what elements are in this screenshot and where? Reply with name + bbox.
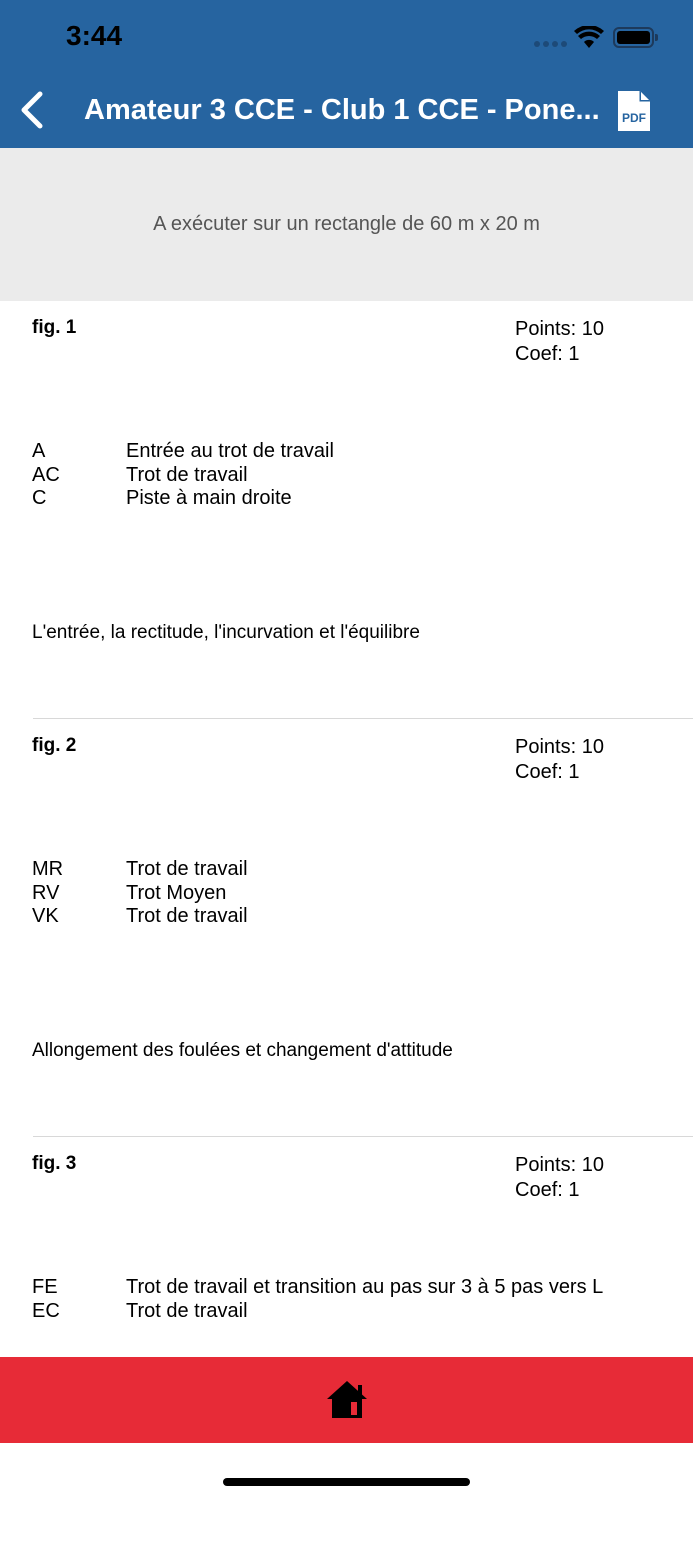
figure-criteria: Allongement des foulées et changement d'attitude: [32, 1040, 453, 1061]
movement-letters: A: [32, 440, 46, 462]
bottom-bar: [0, 1357, 693, 1443]
movement-row: [32, 905, 248, 929]
movement-text: Trot de travail: [126, 905, 248, 927]
movement-text: Trot de travail: [126, 1299, 248, 1322]
movement-list: [32, 1276, 603, 1323]
movement-text: Piste à main droite: [126, 487, 292, 509]
figure-block: [0, 719, 693, 1137]
movement-text: Entrée au trot de travail: [126, 440, 334, 462]
figure-coef: Coef: 1: [515, 343, 580, 365]
home-indicator-area: [0, 1443, 693, 1500]
movement-text: Trot Moyen: [126, 881, 227, 904]
page-title: Amateur 3 CCE - Club 1 CCE - Pone...: [84, 94, 600, 126]
movement-row: [32, 1300, 603, 1324]
pdf-label: PDF: [622, 111, 646, 125]
movement-row: [32, 858, 248, 882]
movement-letters: C: [32, 487, 47, 509]
movement-row: [32, 464, 334, 488]
pdf-export-icon[interactable]: [616, 89, 652, 133]
movement-row: [32, 440, 334, 464]
figure-coef: Coef: 1: [515, 761, 580, 783]
figure-scoring: [515, 1153, 604, 1203]
figure-points: Points: 10: [515, 736, 604, 758]
movement-list: [32, 440, 334, 511]
arena-info-banner: [0, 148, 693, 301]
wifi-icon: [574, 26, 604, 48]
home-indicator[interactable]: [223, 1478, 470, 1486]
figure-scoring: [515, 735, 604, 785]
movement-row: [32, 1276, 603, 1300]
back-chevron-icon[interactable]: [18, 90, 46, 130]
figure-points: Points: 10: [515, 318, 604, 340]
figure-coef: Coef: 1: [515, 1179, 580, 1201]
home-button-icon[interactable]: [326, 1380, 368, 1420]
signal-icon: [534, 41, 567, 47]
figure-block: [0, 301, 693, 719]
movement-row: [32, 487, 334, 511]
figure-label: fig. 2: [32, 735, 77, 756]
movement-text: Trot de travail et transition au pas sur 3 à 5 pas vers L: [126, 1276, 604, 1298]
movement-text: Trot de travail: [126, 858, 248, 880]
figure-points: Points: 10: [515, 1154, 604, 1176]
movement-list: [32, 858, 248, 929]
movement-letters: AC: [32, 463, 60, 486]
figure-label: fig. 3: [32, 1153, 77, 1174]
movement-letters: MR: [32, 858, 64, 880]
figure-label: fig. 1: [32, 317, 77, 338]
movement-text: Trot de travail: [126, 463, 248, 486]
movement-letters: VK: [32, 905, 59, 927]
movement-letters: EC: [32, 1299, 60, 1322]
figure-scoring: [515, 317, 604, 367]
figure-criteria: L'entrée, la rectitude, l'incurvation et l'équilibre: [32, 622, 420, 643]
nav-header: [0, 0, 693, 148]
arena-info-text: A exécuter sur un rectangle de 60 m x 20 m: [153, 213, 540, 235]
battery-icon: [613, 27, 654, 48]
battery-cap: [655, 34, 658, 41]
movement-row: [32, 882, 248, 906]
movement-letters: RV: [32, 881, 60, 904]
movement-letters: FE: [32, 1276, 58, 1298]
status-time: 3:44: [66, 20, 123, 51]
